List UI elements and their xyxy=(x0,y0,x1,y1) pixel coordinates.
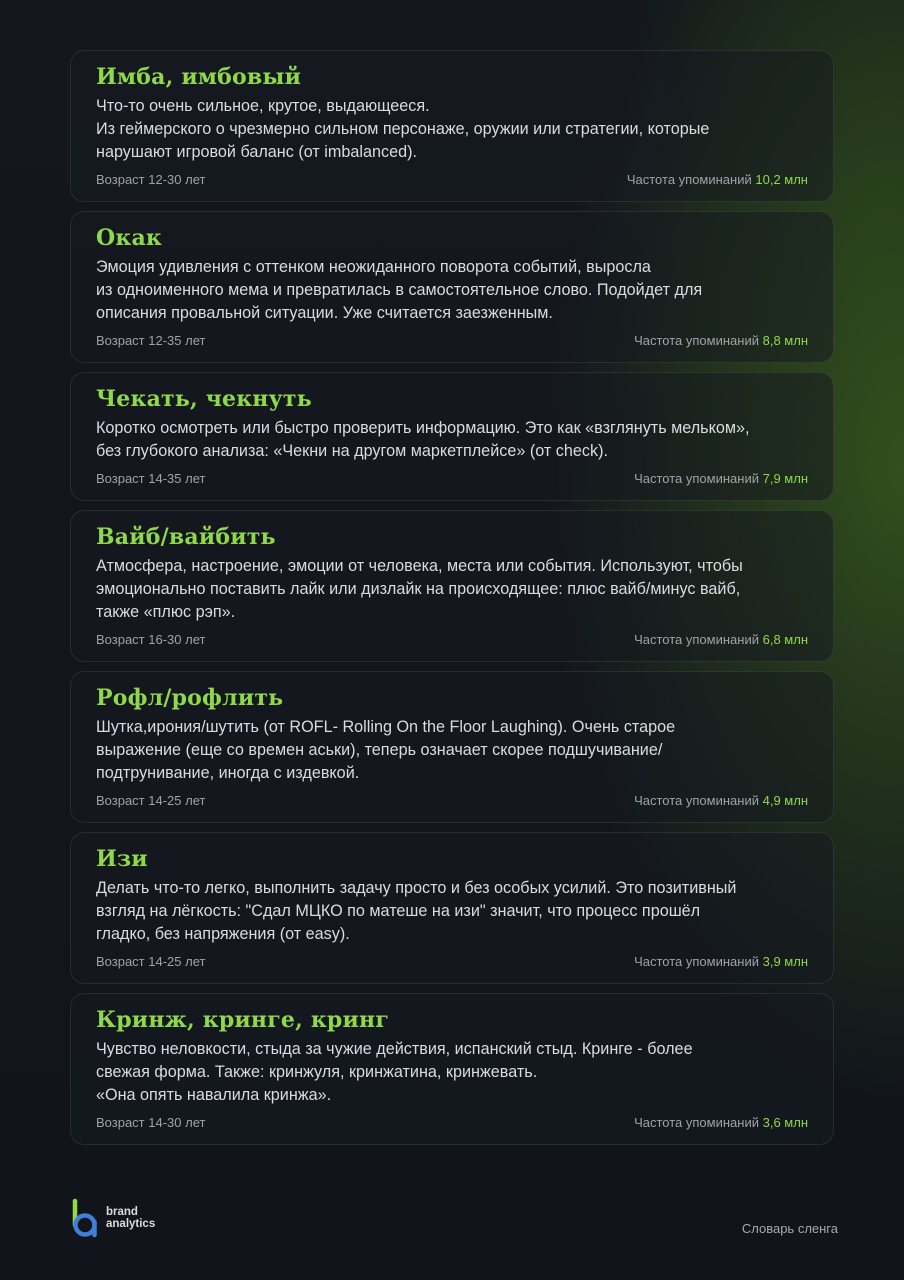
age-range: Возраст 12-30 лет xyxy=(96,172,206,187)
frequency-label: Частота упоминаний xyxy=(634,793,759,808)
slang-term: Вайб/вайбить xyxy=(96,524,276,550)
slang-term: Чекать, чекнуть xyxy=(96,386,312,412)
slang-description: Чувство неловкости, стыда за чужие действия, испанский стыд. Кринге - более свежая форма. Также: кринжуля, кринжатина, кринжевать. «Она опять навалила кринжа». xyxy=(96,1040,693,1104)
age-range: Возраст 14-25 лет xyxy=(96,793,206,808)
slang-description: Делать что-то легко, выполнить задачу просто и без особых усилий. Это позитивный взгляд на лёгкость: "Сдал МЦКО по матеше на изи" значит, что процесс прошёл гладко, без напряжения (от easy). xyxy=(96,879,737,943)
slang-card xyxy=(70,993,834,1145)
slang-card xyxy=(70,832,834,984)
mention-frequency xyxy=(627,171,808,189)
brand-analytics-logo-icon xyxy=(70,1198,100,1238)
slang-term: Имба, имбовый xyxy=(96,64,302,90)
slang-card xyxy=(70,510,834,662)
slang-card xyxy=(70,50,834,202)
age-range: Возраст 12-35 лет xyxy=(96,333,206,348)
slang-card xyxy=(70,671,834,823)
frequency-label: Частота упоминаний xyxy=(634,1115,759,1130)
frequency-label: Частота упоминаний xyxy=(634,471,759,486)
slang-meta xyxy=(96,470,808,488)
age-range: Возраст 14-25 лет xyxy=(96,954,206,969)
slang-description: Что-то очень сильное, крутое, выдающееся. Из геймерского о чрезмерно сильном персонаже, оружии или стратегии, которые нарушают игровой баланс (от imbalanced). xyxy=(96,97,710,161)
brand-logo-text xyxy=(106,1206,155,1230)
frequency-value: 6,8 млн xyxy=(762,632,808,647)
slang-card xyxy=(70,211,834,363)
age-range: Возраст 14-35 лет xyxy=(96,471,206,486)
slang-description: Шутка,ирония/шутить (от ROFL- Rolling On the Floor Laughing). Очень старое выражение (еще со времен аськи), теперь означает скорее подшучивание/ подтрунивание, иногда с издевкой. xyxy=(96,718,676,782)
mention-frequency xyxy=(634,1114,808,1132)
mention-frequency xyxy=(634,631,808,649)
slang-term: Рофл/рофлить xyxy=(96,685,284,711)
frequency-value: 4,9 млн xyxy=(762,793,808,808)
document-title: Словарь сленга xyxy=(741,1221,838,1236)
slang-description: Атмосфера, настроение, эмоции от человека, места или события. Используют, чтобы эмоционально поставить лайк или дизлайк на происходящее: плюс вайб/минус вайб, также «плюс рэп». xyxy=(96,557,743,621)
frequency-label: Частота упоминаний xyxy=(626,172,752,187)
slang-meta xyxy=(96,171,808,189)
mention-frequency xyxy=(634,792,808,810)
brand-logo xyxy=(70,1198,155,1238)
frequency-value: 3,6 млн xyxy=(762,1115,808,1130)
slang-term: Изи xyxy=(96,846,148,872)
slang-term: Окак xyxy=(96,225,162,251)
slang-meta xyxy=(96,792,808,810)
frequency-value: 8,8 млн xyxy=(762,333,808,348)
brand-logo-line2: analytics xyxy=(106,1218,156,1230)
frequency-value: 3,9 млн xyxy=(762,954,808,969)
brand-logo-line1: brand xyxy=(106,1206,138,1218)
age-range: Возраст 16-30 лет xyxy=(96,632,206,647)
mention-frequency xyxy=(634,953,808,971)
frequency-label: Частота упоминаний xyxy=(634,333,759,348)
slang-meta xyxy=(96,631,808,649)
slang-term: Кринж, кринге, кринг xyxy=(96,1007,390,1033)
frequency-value: 7,9 млн xyxy=(762,471,808,486)
mention-frequency xyxy=(634,470,808,488)
slang-meta xyxy=(96,953,808,971)
frequency-label: Частота упоминаний xyxy=(634,954,759,969)
slang-description: Коротко осмотреть или быстро проверить информацию. Это как «взглянуть мельком», без глубокого анализа: «Чекни на другом маркетплейсе» (от check). xyxy=(96,419,750,460)
mention-frequency xyxy=(634,332,808,350)
frequency-label: Частота упоминаний xyxy=(634,632,759,647)
slang-card xyxy=(70,372,834,501)
frequency-value: 10,2 млн xyxy=(755,172,808,187)
slang-list xyxy=(70,50,834,1154)
slang-meta xyxy=(96,332,808,350)
age-range: Возраст 14-30 лет xyxy=(96,1115,206,1130)
slang-description: Эмоция удивления с оттенком неожиданного поворота событий, выросла из одноименного мема и превратилась в самостоятельное слово. Подойдет для описания провальной ситуации. Уже считается заезженным. xyxy=(96,258,703,322)
slang-meta xyxy=(96,1114,808,1132)
